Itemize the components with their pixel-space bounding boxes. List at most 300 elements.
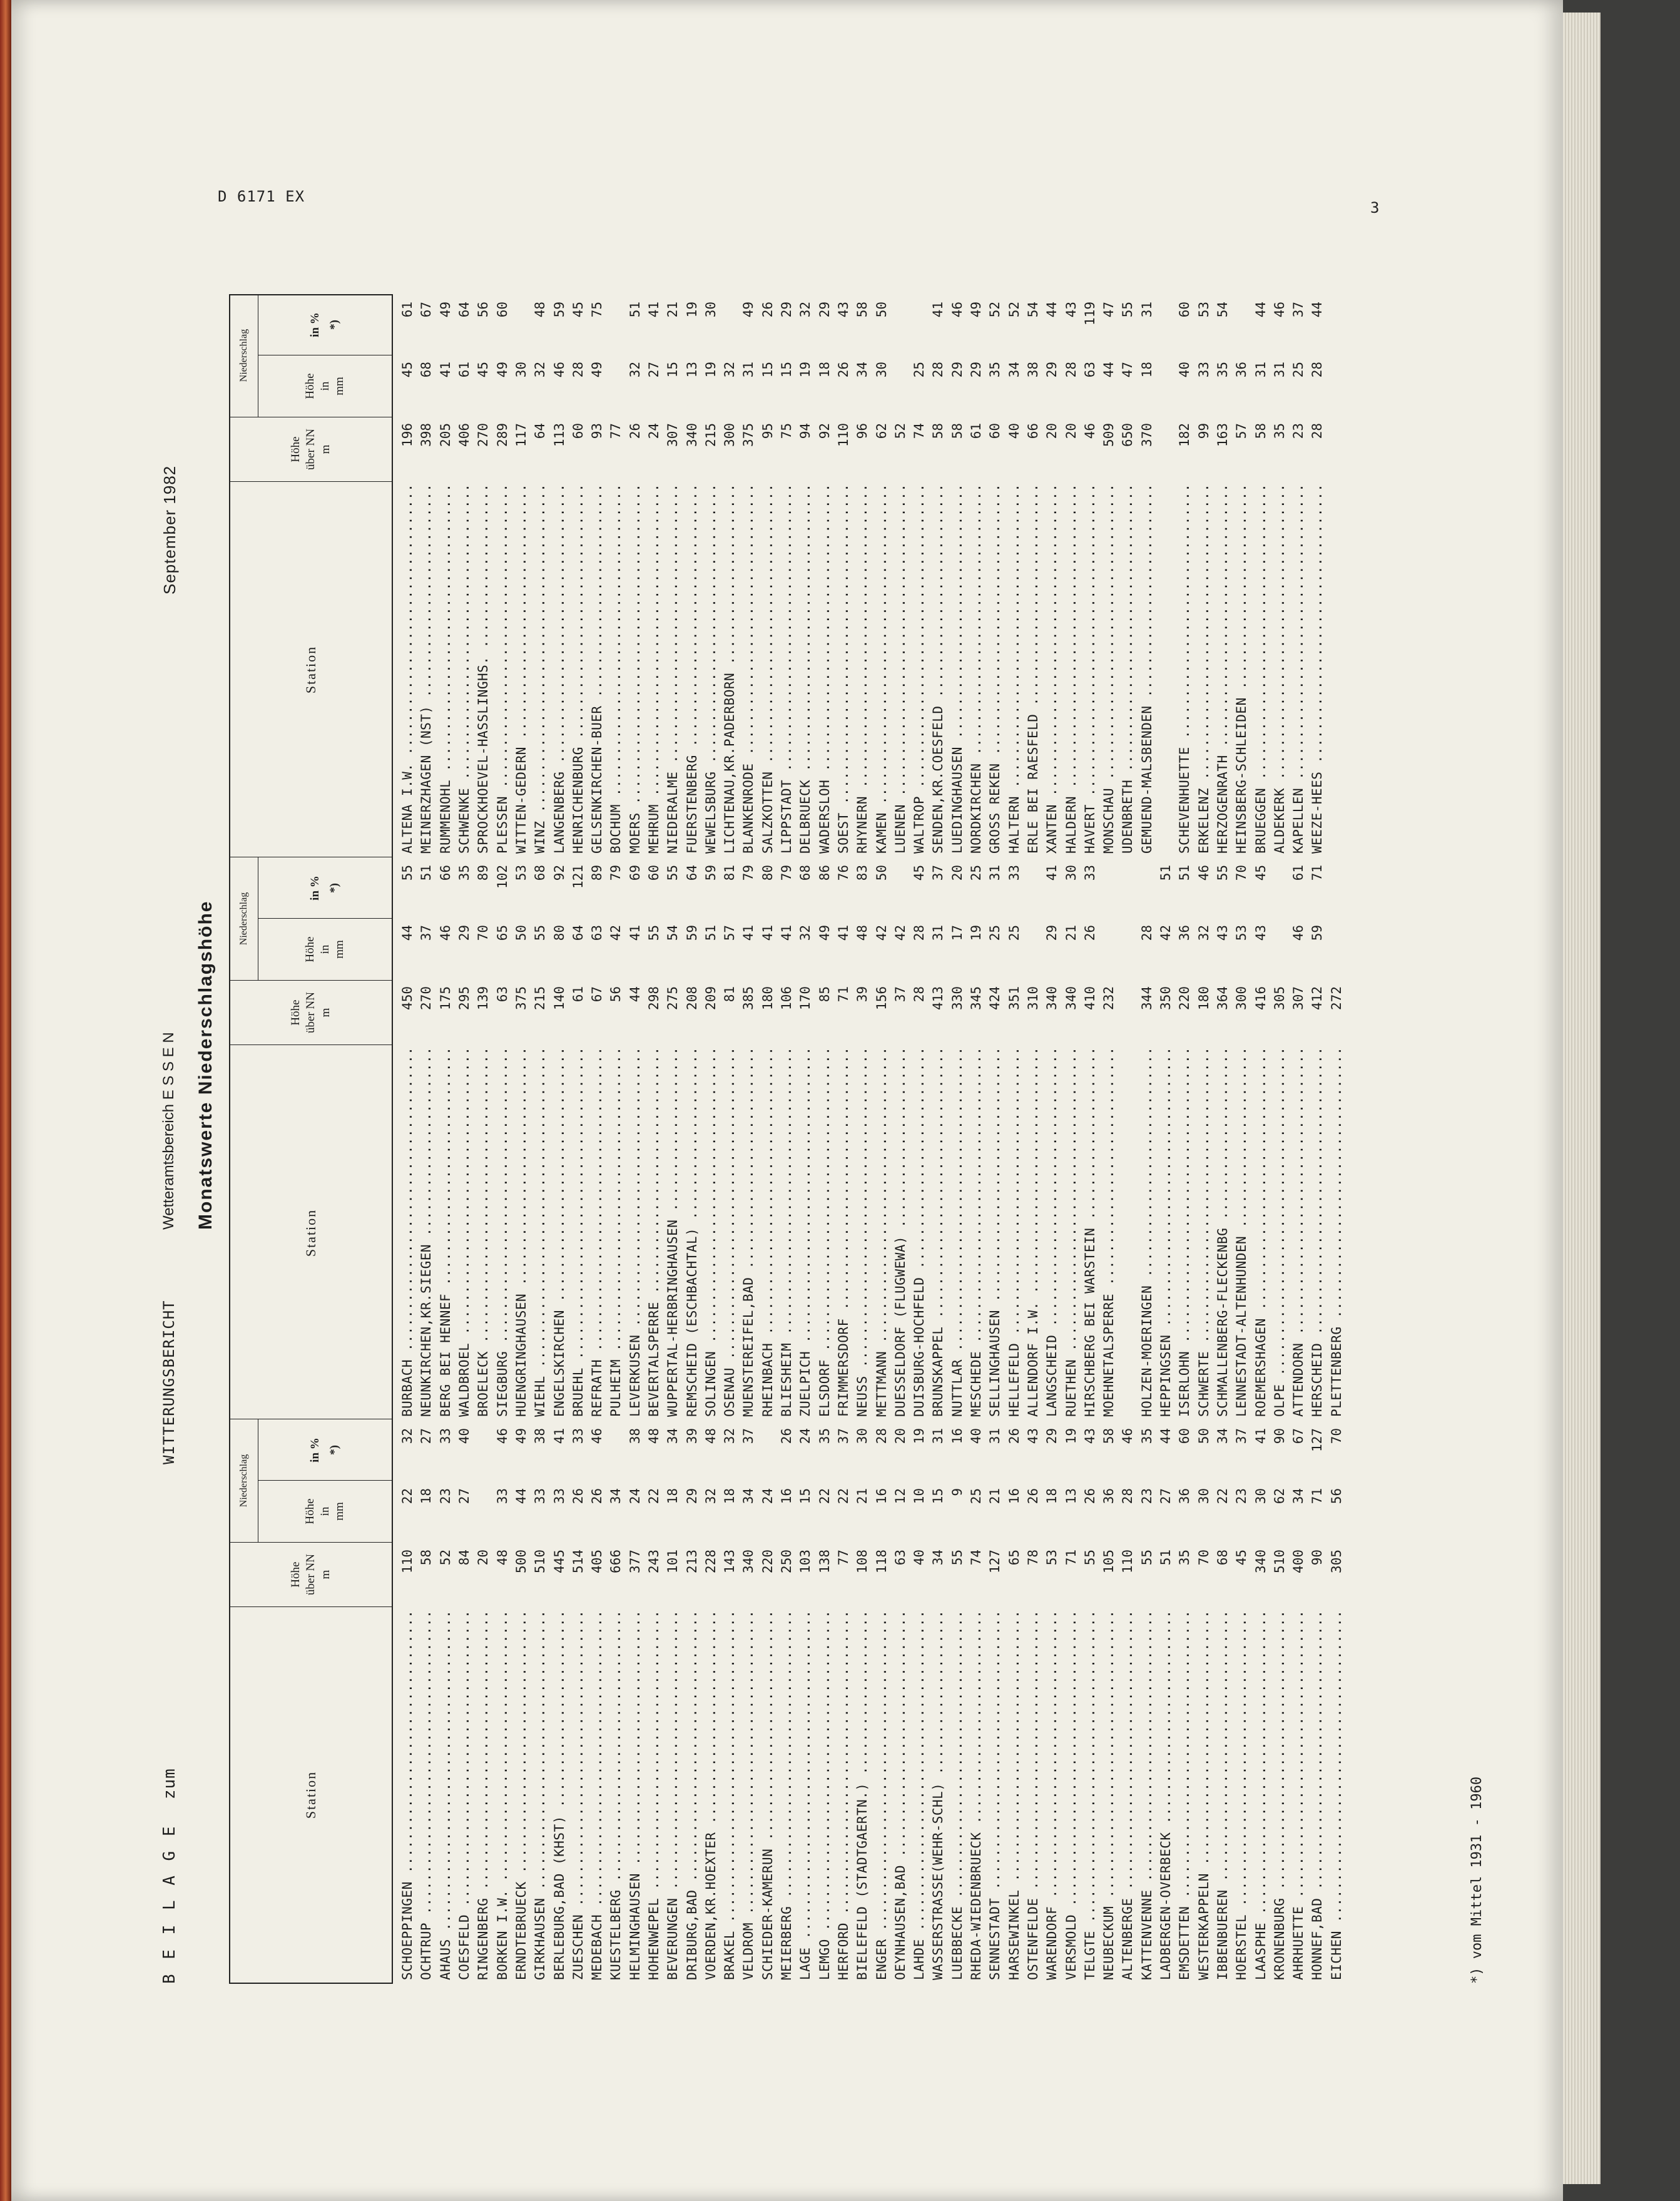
station-height: 400 [1291, 1550, 1306, 1573]
table-row [663, 1421, 682, 1984]
station-name: SPROCKHOEVEL-HASSLINGHS. ..... [476, 482, 491, 857]
table-row [891, 294, 910, 857]
table-body [393, 857, 1346, 1421]
precipitation-mm: 50 [513, 925, 529, 941]
station-name: XANTEN ..... [1044, 482, 1059, 857]
station-name: HERFORD ..... [836, 1608, 851, 1984]
table-row [815, 294, 834, 857]
station-name: TELGTE ..... [1082, 1608, 1097, 1984]
station-name: HELMINGHAUSEN ..... [628, 1608, 643, 1984]
precipitation-mm: 29 [1044, 925, 1060, 941]
precipitation-mm: 29 [949, 362, 965, 378]
precipitation-percent: 37 [741, 1428, 756, 1444]
precipitation-mm: 49 [817, 925, 832, 941]
station-height: 213 [684, 1550, 700, 1573]
station-height: 58 [419, 1550, 434, 1566]
precipitation-mm: 63 [1082, 362, 1097, 378]
table-row [929, 1421, 947, 1984]
table-row [549, 857, 568, 1421]
station-name: WESTERKAPPELN ..... [1196, 1608, 1211, 1984]
table-row [512, 294, 531, 857]
station-name: HALDERN ..... [1064, 482, 1079, 857]
precipitation-percent: 53 [1196, 302, 1211, 318]
table-header [229, 294, 393, 857]
station-height: 220 [1177, 986, 1193, 1010]
precipitation-percent: 86 [817, 865, 832, 881]
station-name: NEUNKIRCHEN,KR.SIEGEN ..... [419, 1045, 434, 1421]
precipitation-mm: 29 [684, 1488, 700, 1504]
station-height: 51 [1158, 1550, 1174, 1566]
precipitation-percent: 58 [855, 302, 870, 318]
station-height: 52 [437, 1550, 453, 1566]
precipitation-mm: 46 [437, 925, 453, 941]
station-height: 44 [627, 986, 643, 1003]
station-name: PLETTENBERG ..... [1329, 1045, 1344, 1421]
precipitation-mm: 63 [589, 925, 605, 941]
station-height: 20 [476, 1550, 491, 1566]
precipitation-percent: 67 [1291, 1428, 1306, 1444]
station-height: 96 [855, 423, 870, 439]
precipitation-mm: 25 [912, 362, 927, 378]
precipitation-mm: 33 [551, 1488, 567, 1504]
table-column-group [229, 1421, 1346, 1984]
precipitation-mm: 49 [589, 362, 605, 378]
table-row [720, 294, 739, 857]
precipitation-percent: 28 [873, 1428, 889, 1444]
table-row [777, 294, 796, 857]
precipitation-mm: 15 [760, 362, 775, 378]
precipitation-mm: 28 [912, 925, 927, 941]
precipitation-mm: 32 [798, 925, 813, 941]
station-height: 105 [1101, 1550, 1117, 1573]
station-name: WITTEN-GEDERN ..... [514, 482, 529, 857]
precipitation-percent: 31 [930, 1428, 946, 1444]
table-row [531, 294, 549, 857]
precipitation-mm: 42 [608, 925, 624, 941]
table-row [891, 1421, 910, 1984]
station-name: RUMMENOHL ..... [438, 482, 453, 857]
precipitation-mm: 22 [835, 1488, 851, 1504]
station-name: PLESSEN ..... [495, 482, 510, 857]
station-name: LAASPHE ..... [1253, 1608, 1268, 1984]
station-height: 58 [930, 423, 946, 439]
station-name: KATTENVENNE ..... [1139, 1608, 1154, 1984]
table-row [967, 857, 985, 1421]
station-height: 110 [1120, 1550, 1136, 1573]
table-row [1081, 857, 1099, 1421]
table-row [1308, 294, 1326, 857]
station-name: LUEDINGHAUSEN ..... [950, 482, 965, 857]
precipitation-mm: 22 [1214, 1488, 1230, 1504]
station-height: 416 [1253, 986, 1268, 1010]
table-row [1118, 857, 1137, 1421]
station-name: GELSENKIRCHEN-BUER ..... [589, 482, 604, 857]
precipitation-mm: 59 [684, 925, 700, 941]
station-height: 64 [532, 423, 548, 439]
precipitation-percent: 69 [627, 865, 643, 881]
precipitation-percent: 71 [1310, 865, 1325, 881]
station-name: MEINERZHAGEN (NST) ..... [419, 482, 434, 857]
station-name: LUENEN ..... [893, 482, 908, 857]
precipitation-mm: 33 [1196, 362, 1211, 378]
precipitation-percent: 54 [1025, 302, 1041, 318]
table-row [1270, 1421, 1289, 1984]
table-row [796, 294, 815, 857]
precipitation-table [229, 294, 1346, 1984]
precipitation-percent: 50 [873, 865, 889, 881]
station-name: MOEHNETALSPERRE ..... [1101, 1045, 1116, 1421]
station-name: OSTENFELDE ..... [1026, 1608, 1041, 1984]
station-height: 35 [1177, 1550, 1193, 1566]
table-row [588, 857, 606, 1421]
station-name: RHEDA-WIEDENBRUECK ..... [969, 1608, 984, 1984]
station-height: 95 [760, 423, 775, 439]
station-height: 20 [1063, 423, 1079, 439]
station-height: 330 [949, 986, 965, 1010]
station-name: ALDEKERK ..... [1272, 482, 1287, 857]
precipitation-mm: 55 [532, 925, 548, 941]
station-name: WASSERSTRASSE(WEHR-SCHL) ..... [930, 1608, 945, 1984]
precipitation-percent: 68 [798, 865, 813, 881]
station-name: HERZOGENRATH ..... [1215, 482, 1230, 857]
table-row [796, 1421, 815, 1984]
table-row [872, 294, 890, 857]
header-mm: Höhe in mm [258, 355, 392, 417]
station-height: 53 [1044, 1550, 1060, 1566]
precipitation-mm: 24 [760, 1488, 775, 1504]
precipitation-mm: 21 [1063, 925, 1079, 941]
station-name: SIEGBURG ..... [495, 1045, 510, 1421]
station-height: 445 [551, 1550, 567, 1573]
station-height: 406 [457, 423, 472, 447]
precipitation-percent: 33 [437, 1428, 453, 1444]
table-row [1308, 1421, 1326, 1984]
table-row [1327, 857, 1346, 1421]
station-height: 81 [722, 986, 738, 1003]
station-height: 305 [1271, 986, 1287, 1010]
precipitation-percent: 66 [437, 865, 453, 881]
station-height: 270 [419, 986, 434, 1010]
header-height: Höhe über NN m [230, 417, 392, 481]
station-height: 61 [570, 986, 586, 1003]
station-name: LEMGO ..... [817, 1608, 832, 1984]
station-name: UDENBRETH ..... [1120, 482, 1135, 857]
precipitation-percent: 45 [570, 302, 586, 318]
table-row [929, 857, 947, 1421]
station-name: LADBERGEN-OVERBECK ..... [1158, 1608, 1173, 1984]
table-row [1024, 294, 1042, 857]
station-height: 340 [741, 1550, 756, 1573]
station-name: OEYNHAUSEN,BAD ..... [893, 1608, 908, 1984]
station-height: 74 [912, 423, 927, 439]
station-height: 375 [741, 423, 756, 447]
station-name: FUERSTENBERG ..... [685, 482, 700, 857]
precipitation-percent: 25 [969, 865, 984, 881]
station-height: 196 [400, 423, 415, 447]
table-row [682, 857, 701, 1421]
table-row [1213, 1421, 1232, 1984]
precipitation-percent: 102 [494, 865, 510, 889]
station-name: BEVERTALSPERRE ..... [646, 1045, 661, 1421]
station-height: 500 [513, 1550, 529, 1573]
station-name: ZUESCHEN ..... [571, 1608, 586, 1984]
table-row [1138, 294, 1156, 857]
table-row [948, 1421, 967, 1984]
station-height: 205 [437, 423, 453, 447]
precipitation-percent: 31 [987, 865, 1003, 881]
station-name: HEPPINGSEN ..... [1158, 1045, 1173, 1421]
table-row [474, 1421, 492, 1984]
table-row [492, 294, 511, 857]
station-height: 175 [437, 986, 453, 1010]
table-row [644, 857, 663, 1421]
table-row [1042, 857, 1061, 1421]
precipitation-percent: 26 [779, 1428, 795, 1444]
station-height: 340 [1044, 986, 1060, 1010]
precipitation-percent: 46 [494, 1428, 510, 1444]
station-height: 28 [1310, 423, 1325, 439]
table-row [663, 294, 682, 857]
precipitation-mm: 30 [1196, 1488, 1211, 1504]
precipitation-percent: 51 [627, 302, 643, 318]
precipitation-percent: 49 [513, 1428, 529, 1444]
table-row [1099, 1421, 1118, 1984]
precipitation-mm: 17 [949, 925, 965, 941]
station-height: 340 [1063, 986, 1079, 1010]
precipitation-percent: 43 [1063, 302, 1079, 318]
precipitation-percent: 56 [476, 302, 491, 318]
precipitation-mm: 26 [1082, 1488, 1097, 1504]
precipitation-percent: 52 [1006, 302, 1022, 318]
precipitation-mm: 30 [1253, 1488, 1268, 1504]
table-row [1118, 294, 1137, 857]
station-name: FRIMMERSDORF ..... [836, 1045, 851, 1421]
table-row [1289, 294, 1308, 857]
precipitation-percent: 16 [949, 1428, 965, 1444]
precipitation-percent: 46 [1196, 865, 1211, 881]
precipitation-percent: 49 [969, 302, 984, 318]
table-row [720, 1421, 739, 1984]
station-height: 57 [1234, 423, 1250, 439]
precipitation-mm: 13 [684, 362, 700, 378]
station-name: NIEDERALME ..... [665, 482, 680, 857]
precipitation-percent: 35 [1139, 1428, 1154, 1444]
header-height: Höhe über NN m [230, 1542, 392, 1606]
precipitation-percent: 59 [551, 302, 567, 318]
table-header [229, 857, 393, 1421]
station-name: GEMUEND-MALSBENDEN ..... [1139, 482, 1154, 857]
station-name: NORDKIRCHEN ..... [969, 482, 984, 857]
station-name: HERSCHEID ..... [1310, 1045, 1325, 1421]
station-name: HIRSCHBERG BEI WARSTEIN ..... [1082, 1045, 1097, 1421]
station-name: EICHEN ..... [1329, 1608, 1344, 1984]
precipitation-percent: 31 [1139, 302, 1154, 318]
header-niederschlag-label: Niederschlag [230, 857, 258, 980]
precipitation-percent: 121 [570, 865, 586, 889]
precipitation-mm: 41 [779, 925, 795, 941]
station-name: LAHDE ..... [912, 1608, 927, 1984]
station-height: 56 [608, 986, 624, 1003]
station-name: ALTENBERGE ..... [1120, 1608, 1135, 1984]
station-name: VELDROM ..... [741, 1608, 756, 1984]
precipitation-mm: 25 [1006, 925, 1022, 941]
precipitation-mm: 45 [476, 362, 491, 378]
station-height: 163 [1214, 423, 1230, 447]
header-mm: Höhe in mm [258, 1480, 392, 1542]
station-height: 85 [817, 986, 832, 1003]
precipitation-percent: 37 [930, 865, 946, 881]
station-height: 272 [1328, 986, 1344, 1010]
station-height: 370 [1139, 423, 1154, 447]
precipitation-mm: 15 [665, 362, 681, 378]
table-row [455, 857, 474, 1421]
precipitation-mm: 35 [987, 362, 1003, 378]
table-row [1308, 857, 1326, 1421]
table-row [910, 294, 929, 857]
header-niederschlag [230, 1419, 392, 1542]
station-name: OLPE ..... [1272, 1045, 1287, 1421]
table-row [606, 294, 625, 857]
precipitation-percent: 44 [1253, 302, 1268, 318]
precipitation-mm: 41 [835, 925, 851, 941]
table-row [436, 294, 455, 857]
station-height: 28 [912, 986, 927, 1003]
precipitation-percent: 54 [1214, 302, 1230, 318]
station-height: 385 [741, 986, 756, 1010]
precipitation-percent: 51 [1158, 865, 1174, 881]
precipitation-percent: 27 [419, 1428, 434, 1444]
precipitation-percent: 90 [1271, 1428, 1287, 1444]
precipitation-mm: 30 [873, 362, 889, 378]
precipitation-percent: 50 [1196, 1428, 1211, 1444]
precipitation-mm: 22 [400, 1488, 415, 1504]
precipitation-mm: 31 [930, 925, 946, 941]
table-row [967, 1421, 985, 1984]
precipitation-mm: 22 [646, 1488, 661, 1504]
station-name: SCHWERTE ..... [1196, 1045, 1211, 1421]
precipitation-percent: 38 [532, 1428, 548, 1444]
table-body [393, 1421, 1346, 1984]
table-row [1042, 1421, 1061, 1984]
precipitation-mm: 56 [1328, 1488, 1344, 1504]
precipitation-percent: 35 [817, 1428, 832, 1444]
table-row [834, 1421, 853, 1984]
precipitation-mm: 27 [646, 362, 661, 378]
precipitation-percent: 46 [1271, 302, 1287, 318]
precipitation-mm: 26 [835, 362, 851, 378]
table-row [701, 857, 720, 1421]
station-height: 61 [969, 423, 984, 439]
station-name: SCHOEPPINGEN ..... [400, 1608, 415, 1984]
table-row [569, 1421, 588, 1984]
station-name: LUEBBECKE ..... [950, 1608, 965, 1984]
station-height: 340 [684, 423, 700, 447]
table-row [606, 857, 625, 1421]
station-height: 243 [646, 1550, 661, 1573]
station-name: WINZ ..... [532, 482, 547, 857]
precipitation-mm: 26 [589, 1488, 605, 1504]
table-row [758, 294, 777, 857]
station-height: 37 [892, 986, 908, 1003]
station-name: KUESTELBERG ..... [608, 1608, 623, 1984]
precipitation-percent: 46 [589, 1428, 605, 1444]
table-row [1289, 1421, 1308, 1984]
station-name: VERSMOLD ..... [1064, 1608, 1079, 1984]
station-name: HALTERN ..... [1007, 482, 1022, 857]
precipitation-mm: 31 [741, 362, 756, 378]
precipitation-mm: 44 [513, 1488, 529, 1504]
table-row [1118, 1421, 1137, 1984]
station-height: 117 [513, 423, 529, 447]
station-height: 26 [627, 423, 643, 439]
station-name: COESFELD ..... [457, 1608, 472, 1984]
table-row [1232, 1421, 1251, 1984]
precipitation-percent: 43 [1082, 1428, 1097, 1444]
station-name: SALZKOTTEN ..... [760, 482, 775, 857]
precipitation-percent: 40 [457, 1428, 472, 1444]
precipitation-mm: 32 [1196, 925, 1211, 941]
table-row [796, 857, 815, 1421]
station-name: AHAUS ..... [438, 1608, 453, 1984]
precipitation-mm: 48 [855, 925, 870, 941]
station-name: MESCHEDE ..... [969, 1045, 984, 1421]
table-row [1194, 294, 1213, 857]
precipitation-percent: 79 [779, 865, 795, 881]
station-name: WADERSLOH ..... [817, 482, 832, 857]
precipitation-percent: 51 [419, 865, 434, 881]
table-row [1005, 1421, 1024, 1984]
precipitation-percent: 35 [457, 865, 472, 881]
station-name: BLIESHEIM ..... [779, 1045, 794, 1421]
table-row [1232, 857, 1251, 1421]
rotated-report [155, 294, 1519, 1984]
precipitation-mm: 24 [627, 1488, 643, 1504]
table-row [985, 294, 1004, 857]
precipitation-percent: 45 [1253, 865, 1268, 881]
precipitation-percent: 30 [1063, 865, 1079, 881]
station-height: 410 [1082, 986, 1097, 1010]
station-height: 510 [1271, 1550, 1287, 1573]
table-row [663, 857, 682, 1421]
station-height: 70 [1196, 1550, 1211, 1566]
table-row [1156, 294, 1175, 857]
page-number: 3 [1370, 199, 1380, 217]
table-row [929, 294, 947, 857]
precipitation-percent: 60 [494, 302, 510, 318]
station-height: 40 [912, 1550, 927, 1566]
precipitation-percent: 55 [665, 865, 681, 881]
precipitation-percent: 41 [1044, 865, 1060, 881]
header-percent: in % *) [308, 1438, 341, 1463]
precipitation-mm: 25 [969, 1488, 984, 1504]
table-row [701, 294, 720, 857]
precipitation-mm: 59 [1310, 925, 1325, 941]
station-name: NEUBECKUM ..... [1101, 1608, 1116, 1984]
precipitation-mm: 16 [1006, 1488, 1022, 1504]
station-name: LIPPSTADT ..... [779, 482, 794, 857]
header-percent: in % *) [308, 876, 341, 901]
precipitation-percent: 30 [855, 1428, 870, 1444]
station-name: SENNESTADT ..... [987, 1608, 1002, 1984]
precipitation-mm: 10 [912, 1488, 927, 1504]
station-name: ENGER ..... [874, 1608, 889, 1984]
station-height: 46 [1082, 423, 1097, 439]
station-name: ZUELPICH ..... [798, 1045, 813, 1421]
station-height: 52 [892, 423, 908, 439]
precipitation-mm: 31 [1253, 362, 1268, 378]
header-station: Station [230, 481, 392, 857]
precipitation-percent: 47 [1101, 302, 1117, 318]
